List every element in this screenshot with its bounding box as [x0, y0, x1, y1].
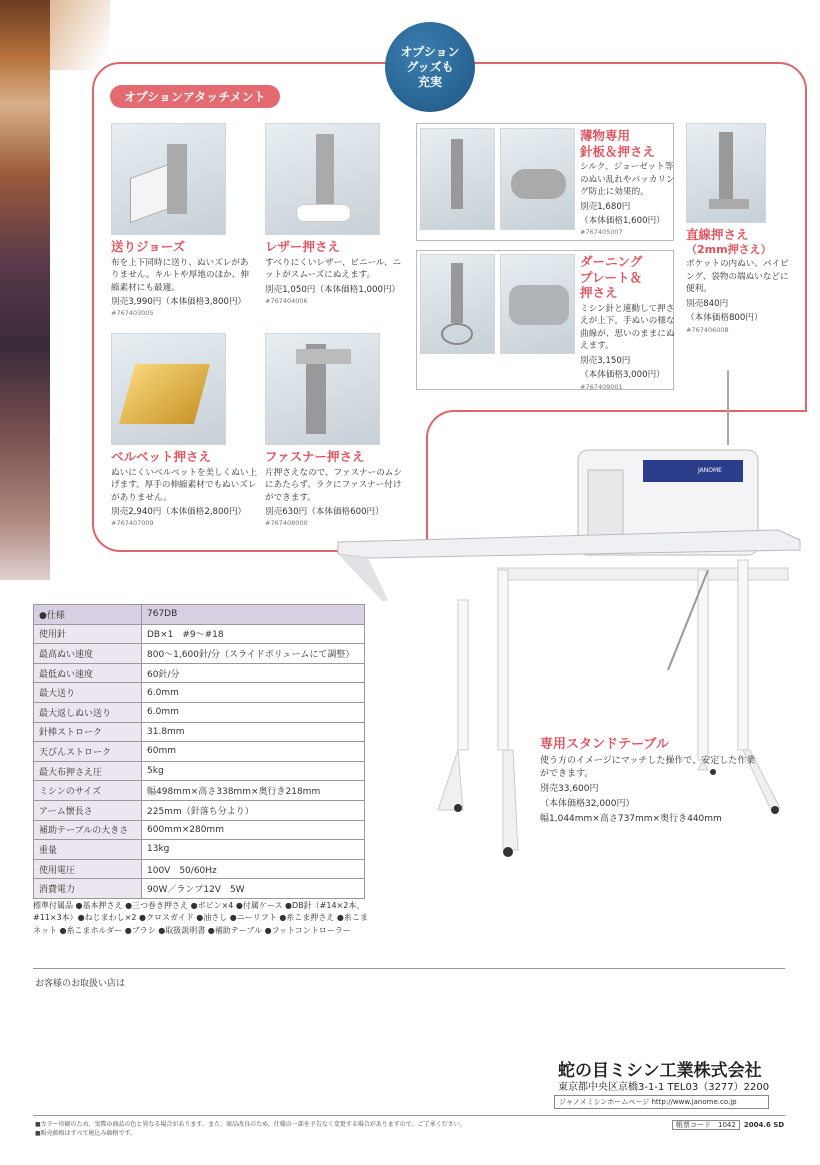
straight-photo — [686, 123, 766, 223]
okuri-name: 送りジョーズ — [111, 239, 186, 254]
stand-info — [540, 733, 760, 826]
thin-price2: （本体価格1,600円） — [580, 216, 665, 227]
spec-row — [34, 781, 365, 801]
thin-price: 別売1,680円 — [580, 201, 631, 212]
darning-name: ダーニング プレート＆ 押さえ — [580, 254, 643, 301]
spec-label: 天びんストローク — [34, 742, 142, 762]
item-zipper — [265, 333, 410, 527]
straight-code: #767406008 — [686, 325, 729, 334]
thin-desc: シルク、ジョーゼット等のぬい乱れやパッカリング防止に効果的。 — [580, 162, 675, 198]
thin-photo-2 — [500, 128, 575, 230]
publication-code — [672, 1120, 784, 1130]
spec-label: 最大返しぬい送り — [34, 702, 142, 722]
spec-row — [34, 702, 365, 722]
machine-brand: JANOME — [698, 467, 722, 474]
zipper-desc: 片押さえなので、ファスナーのムシにあたらず、ラクにファスナー付けができます。 — [265, 467, 402, 503]
leather-name: レザー押さえ — [265, 239, 341, 254]
spec-label: 重量 — [34, 840, 142, 860]
spec-label: 補助テーブルの大きさ — [34, 820, 142, 840]
darning-price2: （本体価格3,000円） — [580, 370, 665, 381]
spec-label: 最大布押さえ圧 — [34, 761, 142, 781]
spec-value: 767DB — [142, 605, 365, 625]
spec-label: 最高ぬい速度 — [34, 644, 142, 664]
spec-label: ●仕様 — [34, 605, 142, 625]
stand-price: 別売33,600円 — [540, 784, 599, 795]
decorative-photo-fade — [50, 0, 110, 70]
straight-desc: ポケットの内ぬい、パイピング、袋物の端ぬいなどに便利。 — [686, 259, 789, 295]
okuri-price: 別売3,990円（本体価格3,800円） — [111, 296, 247, 307]
okuri-photo — [111, 123, 226, 235]
spec-value: 31.8mm — [142, 722, 365, 742]
divider-bottom — [33, 1115, 785, 1116]
spec-row — [34, 859, 365, 879]
spec-value: 6.0mm — [142, 702, 365, 722]
spec-value: 60mm — [142, 742, 365, 762]
spec-row — [34, 761, 365, 781]
item-straight — [686, 123, 796, 334]
zipper-price: 別売630円（本体価格600円） — [265, 506, 384, 517]
spec-row — [34, 683, 365, 703]
velvet-price: 別売2,940円（本体価格2,800円） — [111, 506, 247, 517]
divider — [33, 968, 785, 969]
spec-value: 60針/分 — [142, 663, 365, 683]
edition-date: 2004.6 SD — [743, 1121, 785, 1129]
spec-label: 使用電圧 — [34, 859, 142, 879]
spec-row — [34, 820, 365, 840]
spec-value: DB×1 #9～#18 — [142, 624, 365, 644]
stand-desc: 使う方のイメージにマッチした操作で、安定した作業ができます。 — [540, 756, 756, 780]
darning-photo-1 — [420, 254, 495, 354]
thin-photo-1 — [420, 128, 495, 230]
okuri-desc: 布を上下同時に送り、ぬいズレがありません。キルトや厚地のほか、伸縮素材にも最適。 — [111, 257, 249, 293]
note-1: ■カラー印刷のため、実際の商品の色と異なる場合があります。また、商品改良のため、仕様の一部を予告なく変更する場合がありますので、ご了承ください。 — [35, 1121, 466, 1128]
leather-photo — [265, 123, 380, 235]
spec-value: 600mm×280mm — [142, 820, 365, 840]
spec-value: 100V 50/60Hz — [142, 859, 365, 879]
item-darning — [580, 254, 675, 391]
item-okuri — [111, 123, 251, 317]
spec-value: 225mm（針落ち分より） — [142, 800, 365, 820]
spec-row — [34, 644, 365, 664]
spec-row — [34, 879, 365, 899]
zipper-code: #767408000 — [265, 519, 308, 528]
spec-label: 最低ぬい速度 — [34, 663, 142, 683]
accessories-list: 標準付属品 ●基本押さえ ●三つ巻き押さえ ●ボビン×4 ●付属ケース ●DB針（#14×2本、#11×3本）●ねじまわし×2 ●クロスガイド ●油さし ●ニーリフト ●糸こま押さえ ●糸こまネット ●糸こまホルダー ●ブラシ ●取扱説明書 ●補助テーブル ●フットコントローラー — [33, 901, 368, 935]
spec-label: ミシンのサイズ — [34, 781, 142, 801]
leather-code: #767404006 — [265, 296, 308, 305]
item-leather — [265, 123, 405, 305]
velvet-desc: ぬいにくいベルベットを美しくぬい上げます。厚手の伸縮素材でもぬいズレがありません。 — [111, 467, 258, 503]
stand-price2: （本体価格32,000円） — [540, 799, 635, 810]
spec-value: 13kg — [142, 840, 365, 860]
straight-price: 別売840円 — [686, 298, 729, 309]
spec-row — [34, 663, 365, 683]
spec-row — [34, 722, 365, 742]
zipper-photo — [265, 333, 380, 445]
footer-notes — [35, 1120, 555, 1138]
thin-name: 薄物専用 針板＆押さえ — [580, 128, 656, 159]
spec-row — [34, 800, 365, 820]
straight-price2: （本体価格800円） — [686, 313, 763, 324]
stand-name: 専用スタンドテーブル — [540, 737, 669, 752]
velvet-name: ベルベット押さえ — [111, 449, 212, 464]
okuri-code: #767403005 — [111, 309, 154, 318]
spec-value: 6.0mm — [142, 683, 365, 703]
spec-header-row — [34, 605, 365, 625]
spec-table — [33, 604, 365, 899]
straight-name2: （2mm押さえ） — [686, 242, 772, 256]
velvet-photo — [111, 333, 226, 445]
darning-price: 別売3,150円 — [580, 355, 631, 366]
note-2: ■販売価格はすべて税込み価格です。 — [35, 1130, 137, 1137]
stand-size: 幅1,044mm×高さ737mm×奥行き440mm — [540, 814, 722, 825]
company-address: 東京都中央区京橋3-1-1 TEL03（3277）2200 — [558, 1082, 770, 1093]
velvet-code: #767407009 — [111, 519, 154, 528]
shop-label: お客様のお取扱い店は — [35, 979, 126, 989]
spec-value: 幅498mm×高さ338mm×奥行き218mm — [142, 781, 365, 801]
spec-label: 最大送り — [34, 683, 142, 703]
item-velvet — [111, 333, 261, 527]
thin-code: #767405007 — [580, 228, 623, 236]
section-title: オプションアタッチメント — [110, 85, 280, 108]
spec-label: 針棒ストローク — [34, 722, 142, 742]
machine-panel — [643, 460, 743, 482]
zipper-name: ファスナー押さえ — [265, 449, 365, 464]
leather-desc: すべりにくいレザー、ビニール、ニットがスムーズにぬえます。 — [265, 257, 402, 281]
options-badge: オプション グッズも 充実 — [385, 22, 475, 112]
spec-value: 800～1,600針/分（スライドボリュームにて調整） — [142, 644, 365, 664]
spec-label: 使用針 — [34, 624, 142, 644]
homepage-link[interactable]: ジャノメミシンホームページ http://www.janome.co.jp — [554, 1095, 769, 1109]
darning-photo-2 — [500, 254, 575, 354]
spec-row — [34, 624, 365, 644]
spec-label: アーム懐長さ — [34, 800, 142, 820]
darning-desc: ミシン針と連動して押さえが上下。手ぬいの様な曲線が、思いのままにぬえます。 — [580, 303, 675, 352]
spec-row — [34, 742, 365, 762]
company-name: 蛇の目ミシン工業株式会社 — [558, 1061, 762, 1081]
straight-name: 直線押さえ — [686, 227, 749, 242]
decorative-photo — [0, 0, 50, 580]
darning-code: #767409001 — [580, 382, 623, 391]
spec-value: 5kg — [142, 761, 365, 781]
spec-row — [34, 840, 365, 860]
leather-price: 別売1,050円（本体価格1,000円） — [265, 284, 401, 295]
item-thin — [580, 128, 675, 228]
spec-label: 消費電力 — [34, 879, 142, 899]
spec-value: 90W／ランプ12V 5W — [142, 879, 365, 899]
form-code: 帳票コード 1042 — [672, 1120, 740, 1130]
